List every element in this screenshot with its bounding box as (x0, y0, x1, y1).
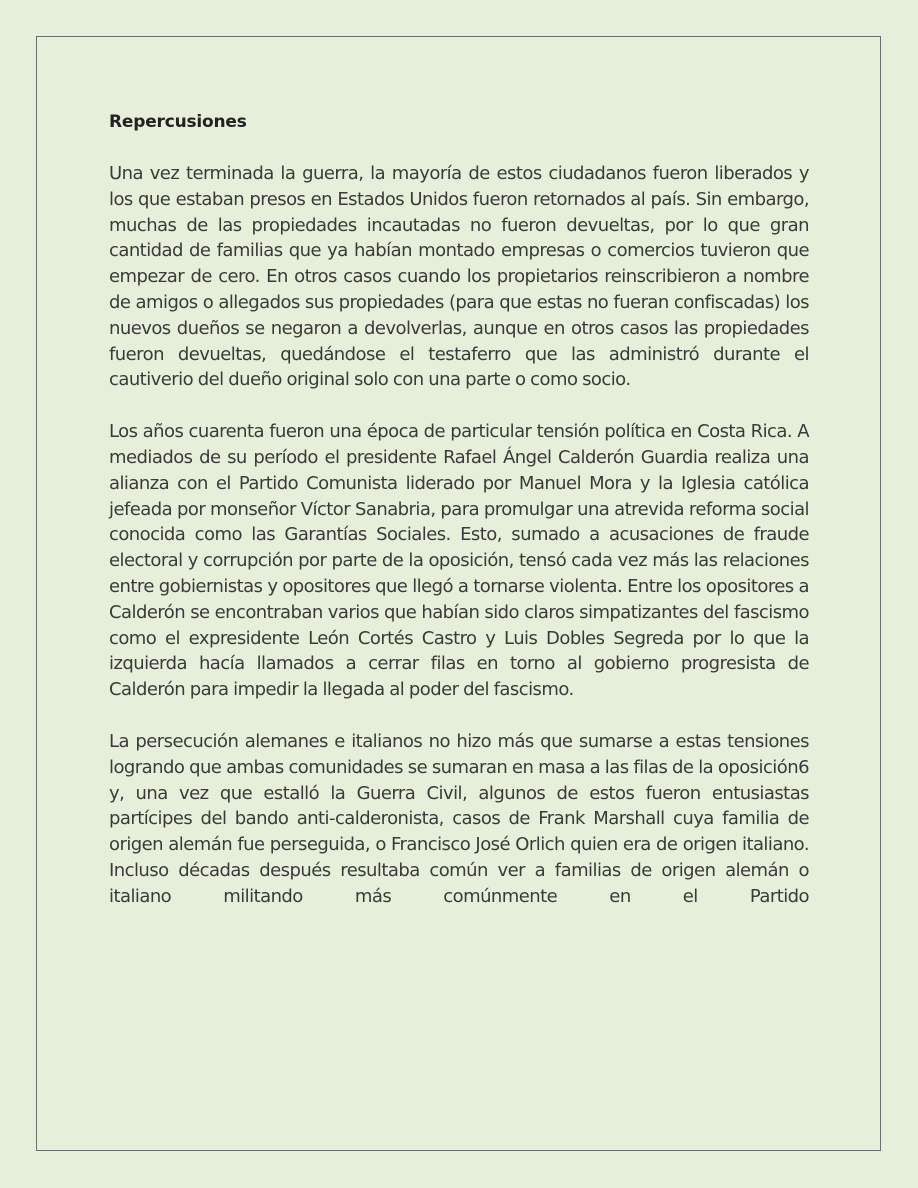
document-body (109, 110, 809, 936)
paragraph-1: Una vez terminada la guerra, la mayoría de estos ciudadanos fueron liberados y los que estaban presos en Estados Unidos fueron retornados al país. Sin embargo, muchas de las propiedades incautadas no fueron devueltas, por lo que gran cantidad de familias que ya habían montado empresas o comercios tuvieron que empezar de cero. En otros casos cuando los propietarios reinscribieron a nombre de amigos o allegados sus propiedades (para que estas no fueran confiscadas) los nuevos dueños se negaron a devolverlas, aunque en otros casos las propiedades fueron devueltas, quedándose el testaferro que las administró durante el cautiverio del dueño original solo con una parte o como socio. (109, 163, 809, 391)
section-heading: Repercusiones (109, 112, 247, 132)
paragraph-3: La persecución alemanes e italianos no hizo más que sumarse a estas tensiones logrando que ambas comunidades se sumaran en masa a las filas de la oposición6 y, una vez que estalló la Guerra Civil, algunos de estos fueron entusiastas partícipes del bando anti-calderonista, casos de Frank Marshall cuya familia de origen alemán fue perseguida, o Francisco José Orlich quien era de origen italiano. Incluso décadas después resultaba común ver a familias de origen alemán o italiano militando más comúnmente en el Partido (109, 730, 809, 907)
paragraph-2: Los años cuarenta fueron una época de particular tensión política en Costa Rica. A mediados de su período el presidente Rafael Ángel Calderón Guardia realiza una alianza con el Partido Comunista liderado por Manuel Mora y la Iglesia católica jefeada por monseñor Víctor Sanabria, para promulgar una atrevida reforma social conocida como las Garantías Sociales. Esto, sumado a acusaciones de fraude electoral y corrupción por parte de la oposición, tensó cada vez más las relaciones entre gobiernistas y opositores que llegó a tornarse violenta. Entre los opositores a Calderón se encontraban varios que habían sido claros simpatizantes del fascismo como el expresidente León Cortés Castro y Luis Dobles Segreda por lo que la izquierda hacía llamados a cerrar filas en torno al gobierno progresista de Calderón para impedir la llegada al poder del fascismo. (109, 421, 809, 701)
